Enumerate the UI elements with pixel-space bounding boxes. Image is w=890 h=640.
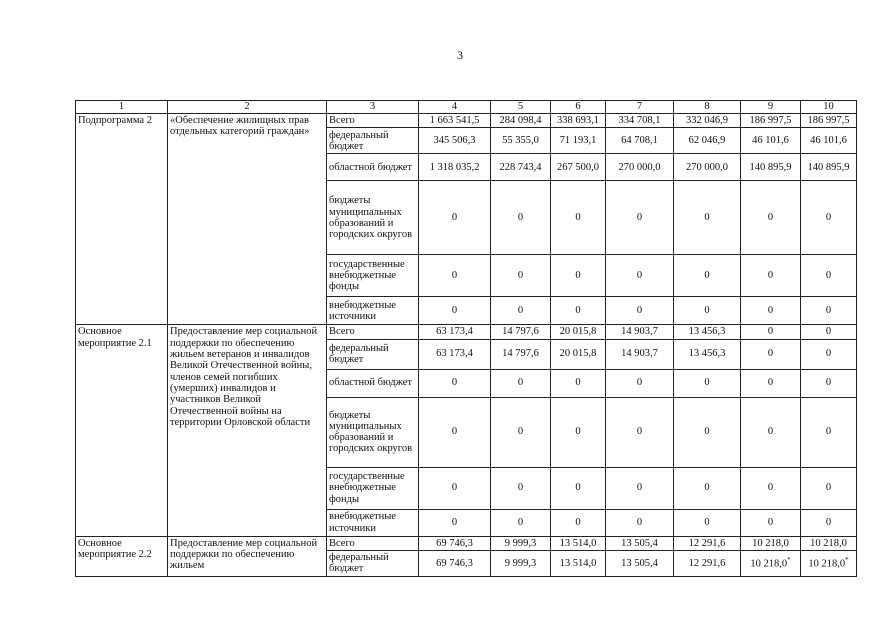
- amount-cell: 0: [674, 467, 741, 509]
- amount-cell: 0: [606, 467, 674, 509]
- funding-source-cell: Всего: [327, 114, 419, 128]
- column-header: 8: [674, 101, 741, 114]
- amount-cell: 0: [741, 181, 801, 255]
- amount-cell: 14 797,6: [491, 339, 551, 369]
- column-header: 1: [76, 101, 168, 114]
- amount-cell: 0: [606, 255, 674, 297]
- amount-cell: 10 218,0: [741, 536, 801, 550]
- amount-cell: 0: [741, 369, 801, 397]
- amount-cell: 0: [491, 181, 551, 255]
- funding-source-cell: областной бюджет: [327, 369, 419, 397]
- amount-cell: 20 015,8: [551, 339, 606, 369]
- amount-cell: 0: [801, 297, 857, 325]
- amount-cell: 228 743,4: [491, 154, 551, 181]
- amount-cell: 0: [606, 181, 674, 255]
- amount-cell: 0: [551, 255, 606, 297]
- column-header: 6: [551, 101, 606, 114]
- amount-cell: 1 318 035,2: [419, 154, 491, 181]
- amount-cell: 9 999,3: [491, 550, 551, 576]
- amount-cell: 46 101,6: [801, 128, 857, 154]
- column-header: 3: [327, 101, 419, 114]
- amount-cell: 186 997,5: [801, 114, 857, 128]
- amount-cell: 0: [741, 325, 801, 339]
- amount-cell: 20 015,8: [551, 325, 606, 339]
- funding-source-cell: бюджеты муниципальных образований и городских округов: [327, 397, 419, 467]
- amount-cell: 0: [491, 397, 551, 467]
- amount-cell: 0: [674, 509, 741, 536]
- amount-cell: 0: [419, 397, 491, 467]
- amount-cell: 0: [419, 181, 491, 255]
- amount-cell: 10 218,0*: [741, 550, 801, 576]
- amount-cell: 0: [491, 255, 551, 297]
- amount-cell: 0: [419, 369, 491, 397]
- amount-cell: 0: [741, 397, 801, 467]
- funding-source-cell: областной бюджет: [327, 154, 419, 181]
- amount-cell: 0: [741, 297, 801, 325]
- amount-cell: 0: [801, 181, 857, 255]
- amount-cell: 0: [741, 509, 801, 536]
- amount-cell: 0: [801, 509, 857, 536]
- budget-table: [75, 100, 857, 577]
- column-header: 2: [168, 101, 327, 114]
- amount-cell: 46 101,6: [741, 128, 801, 154]
- amount-cell: 0: [801, 467, 857, 509]
- amount-cell: 332 046,9: [674, 114, 741, 128]
- amount-cell: 0: [801, 325, 857, 339]
- amount-cell: 186 997,5: [741, 114, 801, 128]
- column-header: 7: [606, 101, 674, 114]
- program-cell: Подпрограмма 2: [76, 114, 168, 325]
- amount-cell: 12 291,6: [674, 550, 741, 576]
- amount-cell: 284 098,4: [491, 114, 551, 128]
- amount-cell: 270 000,0: [674, 154, 741, 181]
- amount-cell: 55 355,0: [491, 128, 551, 154]
- amount-cell: 0: [551, 369, 606, 397]
- header-row: [76, 101, 857, 114]
- column-header: 10: [801, 101, 857, 114]
- program-cell: Основное мероприятие 2.1: [76, 325, 168, 536]
- amount-cell: 0: [741, 339, 801, 369]
- amount-cell: 63 173,4: [419, 325, 491, 339]
- funding-source-cell: государственные внебюджетные фонды: [327, 255, 419, 297]
- funding-source-cell: государственные внебюджетные фонды: [327, 467, 419, 509]
- amount-cell: 0: [674, 255, 741, 297]
- amount-cell: 13 505,4: [606, 550, 674, 576]
- amount-cell: 0: [419, 255, 491, 297]
- funding-source-cell: внебюджетные источники: [327, 297, 419, 325]
- amount-cell: 0: [551, 297, 606, 325]
- amount-cell: 1 663 541,5: [419, 114, 491, 128]
- funding-source-cell: федеральный бюджет: [327, 339, 419, 369]
- amount-cell: 334 708,1: [606, 114, 674, 128]
- amount-cell: 0: [551, 181, 606, 255]
- amount-cell: 0: [606, 397, 674, 467]
- amount-cell: 140 895,9: [801, 154, 857, 181]
- column-header: 9: [741, 101, 801, 114]
- amount-cell: 0: [606, 509, 674, 536]
- funding-source-cell: бюджеты муниципальных образований и городских округов: [327, 181, 419, 255]
- table-row: [76, 325, 857, 339]
- amount-cell: 0: [491, 509, 551, 536]
- amount-cell: 13 514,0: [551, 536, 606, 550]
- amount-cell: 10 218,0: [801, 536, 857, 550]
- amount-cell: 9 999,3: [491, 536, 551, 550]
- page-number: 3: [457, 48, 463, 62]
- amount-cell: 14 903,7: [606, 325, 674, 339]
- funding-source-cell: Всего: [327, 325, 419, 339]
- amount-cell: 270 000,0: [606, 154, 674, 181]
- amount-cell: 69 746,3: [419, 550, 491, 576]
- amount-cell: 69 746,3: [419, 536, 491, 550]
- amount-cell: 0: [674, 369, 741, 397]
- amount-cell: 0: [801, 255, 857, 297]
- amount-cell: 10 218,0*: [801, 550, 857, 576]
- amount-cell: 13 456,3: [674, 339, 741, 369]
- amount-cell: 345 506,3: [419, 128, 491, 154]
- program-cell: Основное мероприятие 2.2: [76, 536, 168, 576]
- amount-cell: 338 693,1: [551, 114, 606, 128]
- amount-cell: 13 456,3: [674, 325, 741, 339]
- footnote-marker: *: [845, 555, 849, 564]
- amount-cell: 63 173,4: [419, 339, 491, 369]
- amount-cell: 0: [674, 297, 741, 325]
- amount-cell: 0: [801, 339, 857, 369]
- amount-cell: 12 291,6: [674, 536, 741, 550]
- amount-cell: 267 500,0: [551, 154, 606, 181]
- table-row: [76, 114, 857, 128]
- amount-cell: 0: [551, 509, 606, 536]
- funding-source-cell: Всего: [327, 536, 419, 550]
- funding-source-cell: внебюджетные источники: [327, 509, 419, 536]
- program-title-cell: Предоставление мер социальной поддержки по обеспечению жильем ветеранов и инвалидов Великой Отечественной войны, членов семей погибших (умерших) инвалидов и участников Великой Отечественной войны на территории Орловской области: [168, 325, 327, 536]
- amount-cell: 0: [741, 467, 801, 509]
- column-header: 5: [491, 101, 551, 114]
- amount-cell: 140 895,9: [741, 154, 801, 181]
- amount-cell: 0: [551, 397, 606, 467]
- amount-cell: 13 514,0: [551, 550, 606, 576]
- amount-cell: 0: [419, 467, 491, 509]
- table-row: [76, 536, 857, 550]
- amount-cell: 0: [491, 467, 551, 509]
- funding-source-cell: федеральный бюджет: [327, 128, 419, 154]
- amount-cell: 0: [674, 181, 741, 255]
- amount-cell: 0: [491, 369, 551, 397]
- amount-cell: 14 797,6: [491, 325, 551, 339]
- amount-cell: 0: [606, 369, 674, 397]
- amount-cell: 0: [419, 509, 491, 536]
- program-title-cell: «Обеспечение жилищных прав отдельных категорий граждан»: [168, 114, 327, 325]
- amount-cell: 13 505,4: [606, 536, 674, 550]
- amount-cell: 0: [606, 297, 674, 325]
- amount-cell: 64 708,1: [606, 128, 674, 154]
- funding-source-cell: федеральный бюджет: [327, 550, 419, 576]
- amount-cell: 0: [674, 397, 741, 467]
- amount-cell: 0: [801, 369, 857, 397]
- amount-cell: 0: [741, 255, 801, 297]
- footnote-marker: *: [787, 555, 791, 564]
- amount-cell: 0: [801, 397, 857, 467]
- amount-cell: 62 046,9: [674, 128, 741, 154]
- amount-cell: 14 903,7: [606, 339, 674, 369]
- amount-cell: 0: [419, 297, 491, 325]
- amount-cell: 71 193,1: [551, 128, 606, 154]
- column-header: 4: [419, 101, 491, 114]
- program-title-cell: Предоставление мер социальной поддержки по обеспечению жильем: [168, 536, 327, 576]
- amount-cell: 0: [551, 467, 606, 509]
- amount-cell: 0: [491, 297, 551, 325]
